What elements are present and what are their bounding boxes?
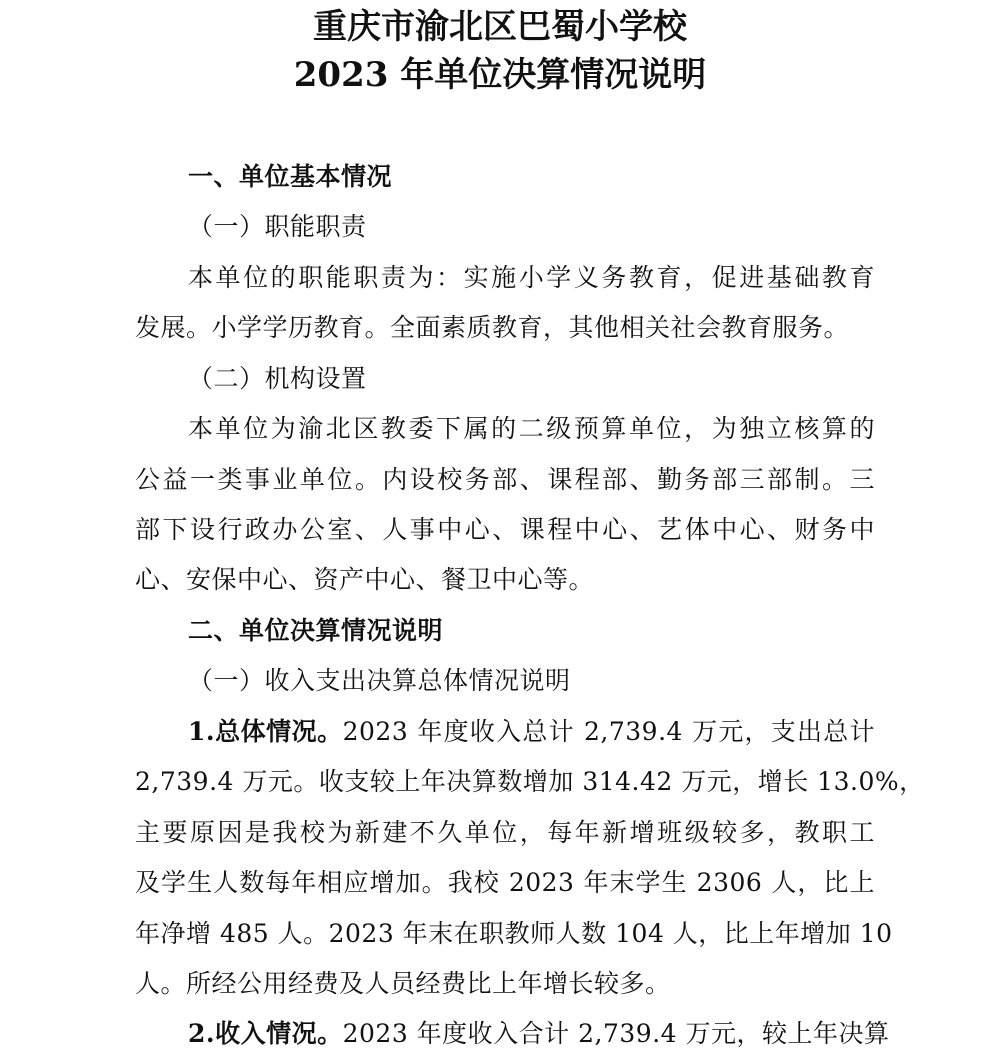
paragraph-line: 人。所经公用经费及人员经费比上年增长较多。 bbox=[135, 969, 671, 998]
paragraph-line: 本单位为渝北区教委下属的二级预算单位，为独立核算的 bbox=[188, 414, 875, 443]
section2-sub1: （一）收入支出决算总体情况说明 bbox=[188, 666, 571, 695]
section1-sub1: （一）职能职责 bbox=[188, 212, 367, 241]
paragraph-line: 主要原因是我校为新建不久单位，每年新增班级较多，教职工 bbox=[135, 818, 875, 847]
document-title-line1: 重庆市渝北区巴蜀小学校 bbox=[313, 7, 687, 47]
section1-heading: 一、单位基本情况 bbox=[188, 162, 393, 191]
paragraph-line: 心、安保中心、资产中心、餐卫中心等。 bbox=[135, 565, 595, 594]
paragraph-line: 本单位的职能职责为：实施小学义务教育，促进基础教育 bbox=[188, 263, 875, 292]
paragraph-line: 部下设行政办公室、人事中心、课程中心、艺体中心、财务中 bbox=[135, 515, 875, 544]
paragraph-lead: 2.收入情况。 bbox=[188, 1019, 343, 1048]
paragraph-lead: 1.总体情况。 bbox=[188, 717, 343, 746]
paragraph-first-line bbox=[188, 1017, 890, 1051]
document-title-line2: 2023 年单位决算情况说明 bbox=[293, 55, 707, 95]
paragraph-line: 年净增 485 人。2023 年末在职教师人数 104 人，比上年增加 10 bbox=[135, 919, 893, 948]
paragraph-line: 2,739.4 万元。收支较上年决算数增加 314.42 万元，增长 13.0%， bbox=[135, 767, 925, 796]
paragraph-line: 2023 年度收入合计 2,739.4 万元，较上年决算 bbox=[342, 1019, 890, 1048]
paragraph-line: 2023 年度收入总计 2,739.4 万元，支出总计 bbox=[342, 717, 875, 746]
paragraph-line: 及学生人数每年相应增加。我校 2023 年末学生 2306 人，比上 bbox=[135, 868, 875, 897]
section2-heading: 二、单位决算情况说明 bbox=[188, 616, 444, 645]
paragraph-line: 公益一类事业单位。内设校务部、课程部、勤务部三部制。三 bbox=[135, 465, 875, 494]
paragraph-line: 发展。小学学历教育。全面素质教育，其他相关社会教育服务。 bbox=[135, 313, 850, 342]
paragraph-first-line bbox=[188, 715, 875, 749]
section1-sub2: （二）机构设置 bbox=[188, 364, 367, 393]
